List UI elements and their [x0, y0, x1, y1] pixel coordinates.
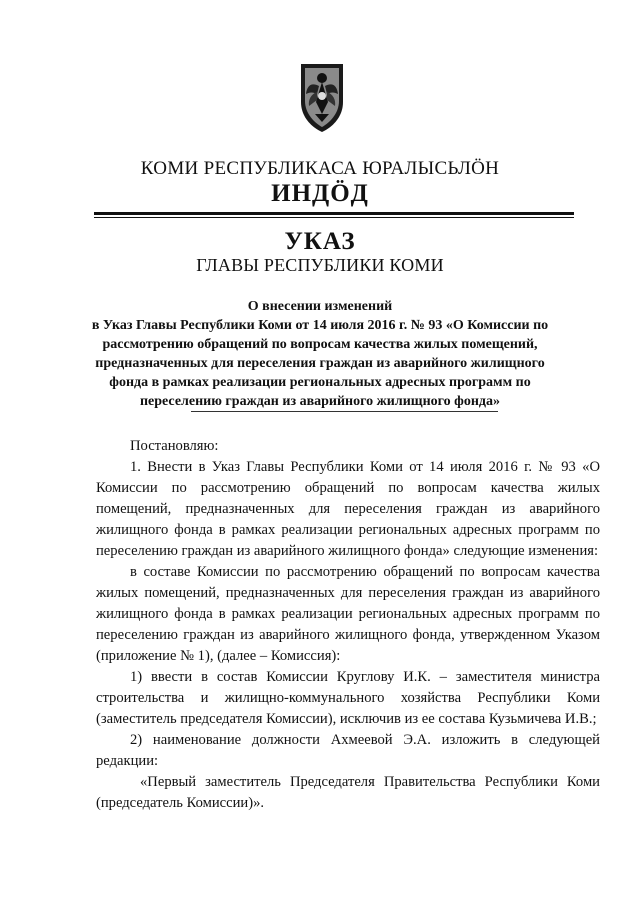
document-title	[80, 297, 560, 411]
body-paragraph: 1. Внести в Указ Главы Республики Коми от 14 июля 2016 г. № 93 «О Комиссии по рассмотрению обращений по вопросам качества жилых помещений, предназначенных для переселения граждан из аварийного жилищного фонда в рамках реализации региональных адресных программ по переселению граждан из аварийного жилищного фонда» следующие изменения:	[96, 459, 600, 559]
title-line: предназначенных для переселения граждан из аварийного жилищного	[95, 356, 545, 371]
issuer-heading: ГЛАВЫ РЕСПУБЛИКИ КОМИ	[196, 255, 444, 275]
title-line: переселению граждан из аварийного жилищного фонда»	[139, 394, 500, 409]
header-rule-thin	[94, 217, 574, 218]
ukaz-heading: УКАЗ	[284, 228, 356, 255]
body-paragraph: 1) ввести в состав Комиссии Круглову И.К. – заместителя министра строительства и жилищно-коммунального хозяйства Республики Коми (заместитель председателя Комиссии), исключив из ее состава Кузьмичева И.В.;	[96, 669, 600, 727]
title-line: фонда в рамках реализации региональных адресных программ по	[109, 375, 531, 390]
body-paragraph: Постановляю:	[130, 438, 219, 454]
republic-line: КОМИ РЕСПУБЛИКАСА ЮРАЛЫСЬЛÖН	[140, 158, 500, 179]
title-line: рассмотрению обращений по вопросам качества жилых помещений,	[102, 337, 538, 352]
document-body	[96, 436, 600, 814]
body-paragraph: в составе Комиссии по рассмотрению обращений по вопросам качества жилых помещений, предназначенных для переселения граждан из аварийного жилищного фонда в рамках реализации региональных адресных программ по переселению граждан из аварийного жилищного фонда, утвержденном Указом (приложение № 1), (далее – Комиссия):	[96, 564, 600, 664]
title-line: в Указ Главы Республики Коми от 14 июля 2016 г. № 93 «О Комиссии по	[91, 318, 549, 333]
body-quote: «Первый заместитель Председателя Правительства Республики Коми (председатель Комиссии)».	[96, 774, 600, 811]
indod-heading: ИНДÖД	[271, 180, 369, 207]
title-line: О внесении изменений	[247, 299, 393, 314]
title-underline	[191, 411, 498, 412]
header-rule-thick	[94, 212, 574, 215]
body-paragraph: 2) наименование должности Ахмеевой Э.А. изложить в следующей редакции:	[96, 732, 600, 769]
coat-of-arms-icon	[297, 62, 347, 134]
